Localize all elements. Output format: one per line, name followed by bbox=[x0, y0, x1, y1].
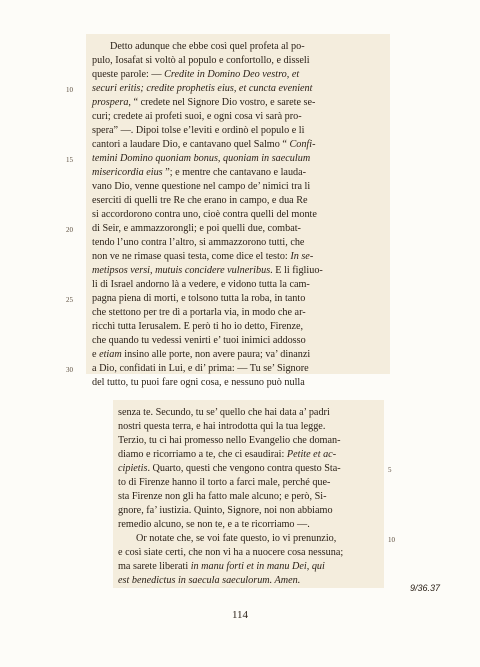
line-number: 20 bbox=[66, 226, 73, 234]
upper-text-line: Detto adunque che ebbe così quel profeta al po- bbox=[110, 41, 305, 52]
upper-text-line: di Seir, e ammazzorongli; e poi quelli due, combat- bbox=[92, 223, 301, 234]
upper-text-line: che stettono per tre dì a portarla via, in modo che ar- bbox=[92, 307, 306, 318]
upper-text-line: cantori a laudare Dio, e cantavano quel Salmo “ Confi- bbox=[92, 139, 316, 150]
upper-text-line: a Dio, confidati in Lui, e di’ prima: — Tu se’ Signore bbox=[92, 363, 309, 374]
lower-text-line: sta Firenze non gli ha fatto male alcuno; e però, Si- bbox=[118, 491, 327, 502]
lower-text-line: est benedictus in saecula saeculorum. Amen. bbox=[118, 575, 301, 586]
lower-text-line: Terzio, tu ci hai promesso nello Evangelio che doman- bbox=[118, 435, 341, 446]
lower-text-line: ma sarete liberati in manu forti et in manu Dei, qui bbox=[118, 561, 325, 572]
catalog-signature: 9/36.37 bbox=[410, 583, 441, 593]
line-number: 10 bbox=[66, 86, 73, 94]
line-number: 25 bbox=[66, 296, 73, 304]
lower-text-line: e così siate certi, che non vi ha a nuocere cosa nessuna; bbox=[118, 547, 344, 558]
upper-text-line: prospera, “ credete nel Signore Dio vostro, e sarete se- bbox=[92, 97, 316, 108]
lower-text-line: remedio alcuno, se non te, e a te ricorriamo —. bbox=[118, 519, 310, 530]
upper-text-line: temini Domino quoniam bonus, quoniam in saeculum bbox=[92, 153, 311, 164]
upper-text-line: pagna piena di morti, e tolsono tutta la roba, in tanto bbox=[92, 293, 306, 304]
line-number: 30 bbox=[66, 366, 73, 374]
upper-text-line: spera” —. Dipoi tolse e’leviti e ordinò el populo e li bbox=[92, 125, 305, 136]
upper-text-line: tendo l’uno contra l’altro, si ammazzorono tutti, che bbox=[92, 237, 305, 248]
upper-text-line: vano Dio, venne questione nel campo de’ nimici tra li bbox=[92, 181, 311, 192]
upper-text-line: che quando tu vedessi venirti e’ tuoi inimici addosso bbox=[92, 335, 306, 346]
upper-text-line: e etiam insino alle porte, non avere paura; va’ dinanzi bbox=[92, 349, 311, 360]
lower-text-line: to di Firenze hanno il torto a farci male, perché que- bbox=[118, 477, 331, 488]
upper-text-line: non ve ne rimase quasi testa, come dice el testo: In se- bbox=[92, 251, 314, 262]
line-number: 5 bbox=[388, 466, 392, 474]
lower-text-line: senza te. Secundo, tu se’ quello che hai data a’ padri bbox=[118, 407, 330, 418]
lower-text-line: diamo e ricorriamo a te, che ci esaudirai: Petite et ac- bbox=[118, 449, 337, 460]
upper-text-line: queste parole: — Credite in Domino Deo vestro, et bbox=[92, 69, 300, 80]
upper-text-line: si accordorono contra uno, cioè contra quelli del monte bbox=[92, 209, 317, 220]
upper-text-line: metipsos versi, mutuis concidere vulneribus. E li figliuo- bbox=[92, 265, 323, 276]
upper-text-line: ricchì tutta Ierusalem. E però ti ho io detto, Firenze, bbox=[92, 321, 304, 332]
upper-text-line: misericordia eius ”; e mentre che cantavano e lauda- bbox=[92, 167, 307, 178]
upper-text-line: del tutto, tu puoi fare ogni cosa, e nessuno può nulla bbox=[92, 377, 305, 388]
line-number: 10 bbox=[388, 536, 395, 544]
lower-text-line: cipietis. Quarto, questi che vengono contra questo Sta- bbox=[118, 463, 341, 474]
lower-text-line: gnore, fa’ iustizia. Quinto, Signore, noi non abbiamo bbox=[118, 505, 333, 516]
upper-text-line: li di Israel andorno là a vedere, e vidono tutta la cam- bbox=[92, 279, 310, 290]
page-number: 114 bbox=[231, 609, 249, 621]
line-number: 15 bbox=[66, 156, 73, 164]
upper-text-line: eserciti di quelli tre Re che erano in campo, e dua Re bbox=[92, 195, 308, 206]
upper-text-line: pulo, Iosafat si voltò al populo e confortollo, e disseli bbox=[92, 55, 310, 66]
lower-text-line: nostri questa terra, e hai introdotta qui la tua legge. bbox=[118, 421, 326, 432]
lower-text-line: Or notate che, se voi fate questo, io vi prenunzio, bbox=[136, 533, 337, 544]
upper-text-line: curi; credete ai profeti suoi, e ogni cosa vi sarà pro- bbox=[92, 111, 302, 122]
upper-text-line: securi eritis; credite prophetis eius, et cuncta evenient bbox=[92, 83, 313, 94]
